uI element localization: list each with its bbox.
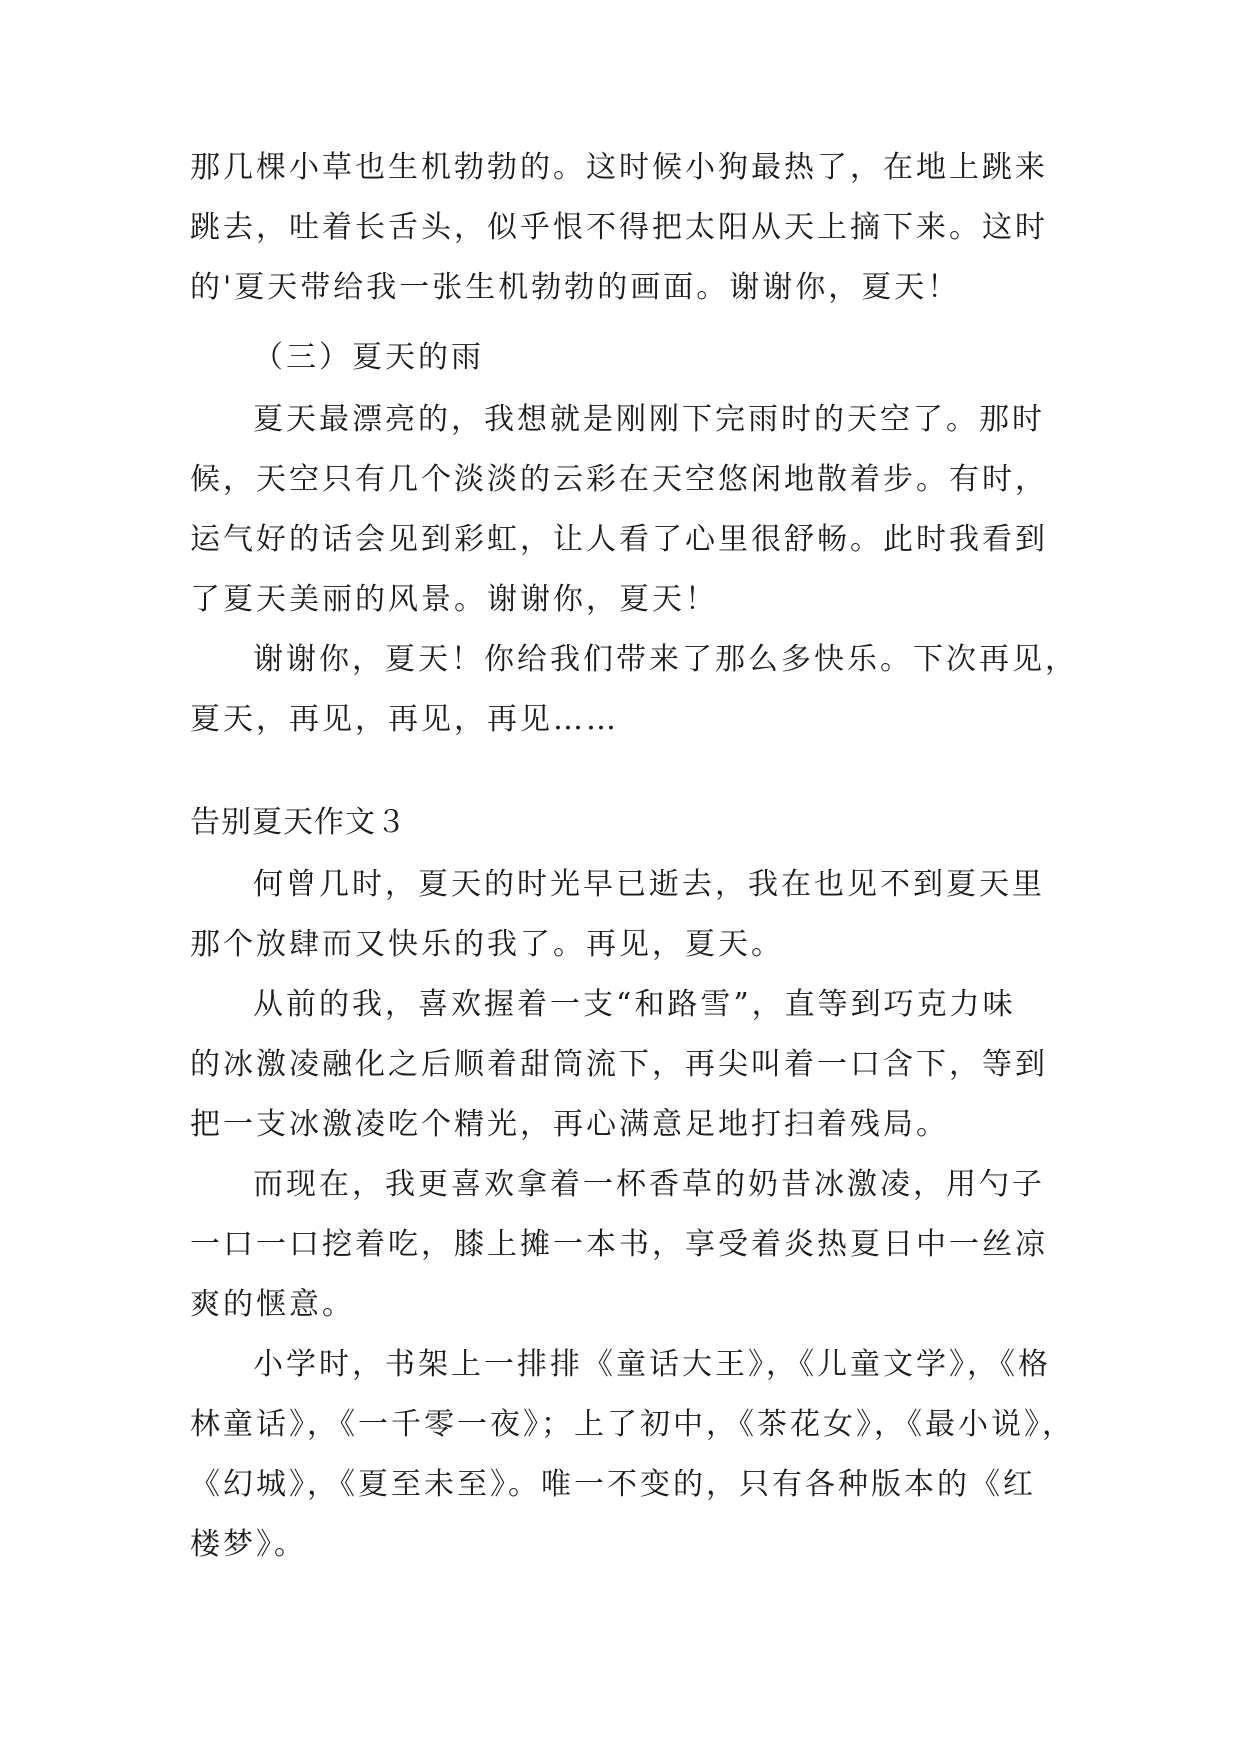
text-line: 候，天空只有几个淡淡的云彩在天空悠闲地散着步。有时， [190, 462, 1048, 497]
text-line: 那个放肆而又快乐的我了。再见，夏天。 [190, 927, 784, 962]
text-line: 的冰激凌融化之后顺着甜筒流下，再尖叫着一口含下，等到 [190, 1047, 1048, 1082]
text-line: 跳去，吐着长舌头，似乎恨不得把太阳从天上摘下来。这时 [190, 210, 1048, 245]
text-line: 运气好的话会见到彩虹，让人看了心里很舒畅。此时我看到 [190, 522, 1048, 557]
text-line: 夏天，再见，再见，再见…… [190, 702, 619, 737]
text-line: 那几棵小草也生机勃勃的。这时候小狗最热了，在地上跳来 [190, 150, 1048, 185]
text-line: 把一支冰激凌吃个精光，再心满意足地打扫着残局。 [190, 1107, 949, 1142]
text-line: 谢谢你，夏天！你给我们带来了那么多快乐。下次再见， [253, 642, 1078, 677]
text-line: 林童话》，《一千零一夜》；上了初中，《茶花女》，《最小说》， [190, 1407, 1075, 1442]
text-line: 一口一口挖着吃，膝上摊一本书，享受着炎热夏日中一丝凉 [190, 1227, 1048, 1262]
text-line: 小学时，书架上一排排《童话大王》，《儿童文学》，《格 [253, 1347, 1051, 1382]
text-line: 楼梦》。 [190, 1527, 307, 1562]
text-line: 而现在，我更喜欢拿着一杯香草的奶昔冰激凌，用勺子 [253, 1167, 1045, 1202]
text-line: 从前的我，喜欢握着一支“和路雪”，直等到巧克力味 [253, 987, 1016, 1022]
text-line: 夏天最漂亮的，我想就是刚刚下完雨时的天空了。那时 [253, 402, 1045, 437]
essay-title: 告别夏天作文３ [190, 805, 407, 840]
text-line: 的'夏天带给我一张生机勃勃的画面。谢谢你，夏天！ [190, 270, 961, 305]
text-line: 了夏天美丽的风景。谢谢你，夏天！ [190, 582, 718, 617]
section-heading: （三）夏天的雨 [253, 340, 484, 375]
text-line: 爽的惬意。 [190, 1287, 355, 1322]
text-line: 何曾几时，夏天的时光早已逝去，我在也见不到夏天里 [253, 867, 1045, 902]
text-line: 《幻城》，《夏至未至》。唯一不变的，只有各种版本的《红 [190, 1467, 1036, 1502]
